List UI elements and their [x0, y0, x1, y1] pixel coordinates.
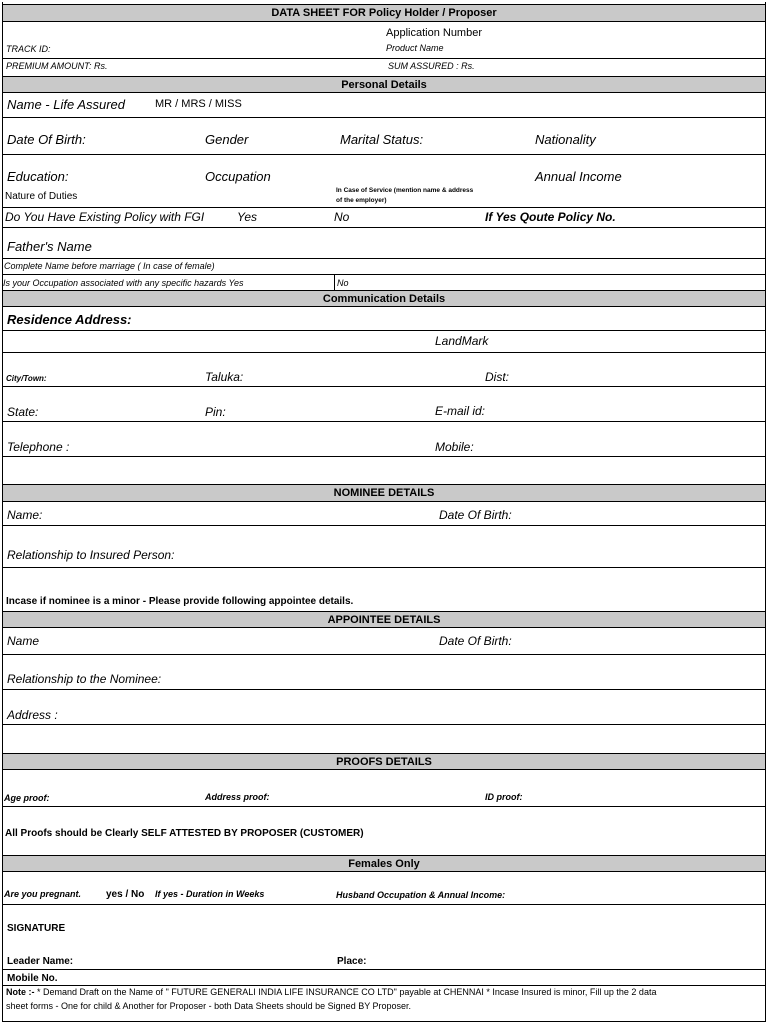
husband-occupation-label: Husband Occupation & Annual Income: [336, 890, 506, 900]
existing-policy-yes: Yes [237, 210, 258, 224]
nominee-relationship-label: Relationship to Insured Person: [7, 548, 175, 562]
divider [2, 330, 766, 331]
appointee-address-label: Address : [7, 708, 58, 722]
product-name-label: Product Name [386, 43, 444, 53]
divider [2, 386, 766, 387]
city-label: City/Town: [6, 374, 47, 383]
divider [2, 58, 766, 59]
divider [2, 689, 766, 690]
divider [334, 274, 335, 291]
nature-of-duties-label: Nature of Duties [5, 191, 78, 202]
place-label: Place: [337, 956, 367, 967]
divider [2, 525, 766, 526]
if-yes-policy-label: If Yes Qoute Policy No. [485, 210, 616, 224]
note-line-2: sheet forms - One for child & Another for Proposer - both Data Sheets should be Signed BY Proposer. [6, 1001, 412, 1011]
taluka-label: Taluka: [205, 370, 244, 384]
track-id-label: TRACK ID: [6, 44, 51, 54]
nominee-name-label: Name: [7, 508, 43, 522]
divider [2, 258, 766, 259]
females-only-title: Females Only [348, 858, 420, 870]
pregnant-question: Are you pregnant. [4, 889, 82, 899]
personal-details-header [2, 76, 766, 93]
residence-address-label: Residence Address: [7, 312, 132, 327]
nominee-details-title: NOMINEE DETAILS [333, 487, 435, 499]
pregnant-yes-no: yes / No [106, 889, 145, 900]
appointee-details-title: APPOINTEE DETAILS [327, 614, 441, 626]
service-note-line2: of the employer) [336, 197, 387, 204]
divider [2, 352, 766, 353]
personal-details-title: Personal Details [341, 79, 427, 91]
mobile-no-label: Mobile No. [7, 973, 58, 984]
complete-name-label: Complete Name before marriage ( In case of female) [4, 261, 215, 271]
leader-name-label: Leader Name: [7, 956, 74, 967]
name-life-assured-label: Name - Life Assured [7, 97, 126, 112]
divider [2, 654, 766, 655]
existing-policy-question: Do You Have Existing Policy with FGI [5, 210, 205, 224]
dob-label: Date Of Birth: [7, 132, 86, 147]
hazard-no: No [337, 278, 349, 288]
nominee-details-header [2, 484, 766, 502]
divider [2, 567, 766, 568]
education-label: Education: [7, 169, 69, 184]
self-attested-note: All Proofs should be Clearly SELF ATTESTED BY PROPOSER (CUSTOMER) [5, 828, 364, 839]
telephone-label: Telephone : [7, 440, 70, 454]
salutation-options: MR / MRS / MISS [155, 98, 242, 110]
application-number-label: Application Number [386, 27, 482, 39]
mobile-label: Mobile: [435, 440, 474, 454]
appointee-dob-label: Date Of Birth: [439, 634, 512, 648]
divider [2, 227, 766, 228]
id-proof-label: ID proof: [485, 792, 523, 802]
divider [2, 985, 766, 986]
divider [2, 724, 766, 725]
existing-policy-no: No [334, 210, 350, 224]
annual-income-label: Annual Income [535, 169, 622, 184]
age-proof-label: Age proof: [4, 793, 50, 803]
premium-amount-label: PREMIUM AMOUNT: Rs. [6, 61, 108, 71]
nominee-dob-label: Date Of Birth: [439, 508, 512, 522]
divider [2, 274, 766, 275]
data-sheet-form [2, 2, 766, 1022]
occupation-label: Occupation [205, 169, 271, 184]
appointee-relationship-label: Relationship to the Nominee: [7, 672, 162, 686]
nationality-label: Nationality [535, 132, 596, 147]
note-line-1 [6, 987, 656, 997]
divider [2, 904, 766, 905]
pregnancy-duration-label: If yes - Duration in Weeks [155, 889, 265, 899]
fathers-name-label: Father's Name [7, 239, 92, 254]
hazard-question: Is your Occupation associated with any specific hazards Yes [3, 278, 244, 288]
gender-label: Gender [205, 132, 249, 147]
divider [2, 806, 766, 807]
divider [2, 421, 766, 422]
minor-nominee-note: Incase if nominee is a minor - Please provide following appointee details. [6, 596, 354, 607]
appointee-details-header [2, 611, 766, 628]
divider [2, 154, 766, 155]
dist-label: Dist: [485, 370, 509, 384]
landmark-label: LandMark [435, 334, 489, 348]
form-title: DATA SHEET FOR Policy Holder / Proposer [271, 7, 497, 19]
pin-label: Pin: [205, 405, 226, 419]
email-label: E-mail id: [435, 404, 486, 418]
females-only-header [2, 855, 766, 872]
proofs-details-title: PROOFS DETAILS [336, 756, 432, 768]
note-text-1: * Demand Draft on the Name of " FUTURE GENERALI INDIA LIFE INSURANCE CO LTD" payable at CHENNAI * Incase Insured is minor, Fill up the 2 data [34, 987, 657, 997]
communication-details-title: Communication Details [322, 293, 446, 305]
divider [2, 969, 766, 970]
divider [2, 207, 766, 208]
address-proof-label: Address proof: [205, 792, 270, 802]
divider [2, 117, 766, 118]
divider [2, 456, 766, 457]
note-label: Note :- [6, 987, 35, 997]
proofs-details-header [2, 753, 766, 770]
form-title-bar [2, 4, 766, 22]
service-note-line1: In Case of Service (mention name & address [336, 187, 474, 194]
sum-assured-label: SUM ASSURED : Rs. [388, 61, 475, 71]
state-label: State: [7, 405, 39, 419]
signature-label: SIGNATURE [7, 923, 66, 934]
marital-status-label: Marital Status: [340, 132, 424, 147]
communication-details-header [2, 290, 766, 307]
appointee-name-label: Name [7, 634, 40, 648]
